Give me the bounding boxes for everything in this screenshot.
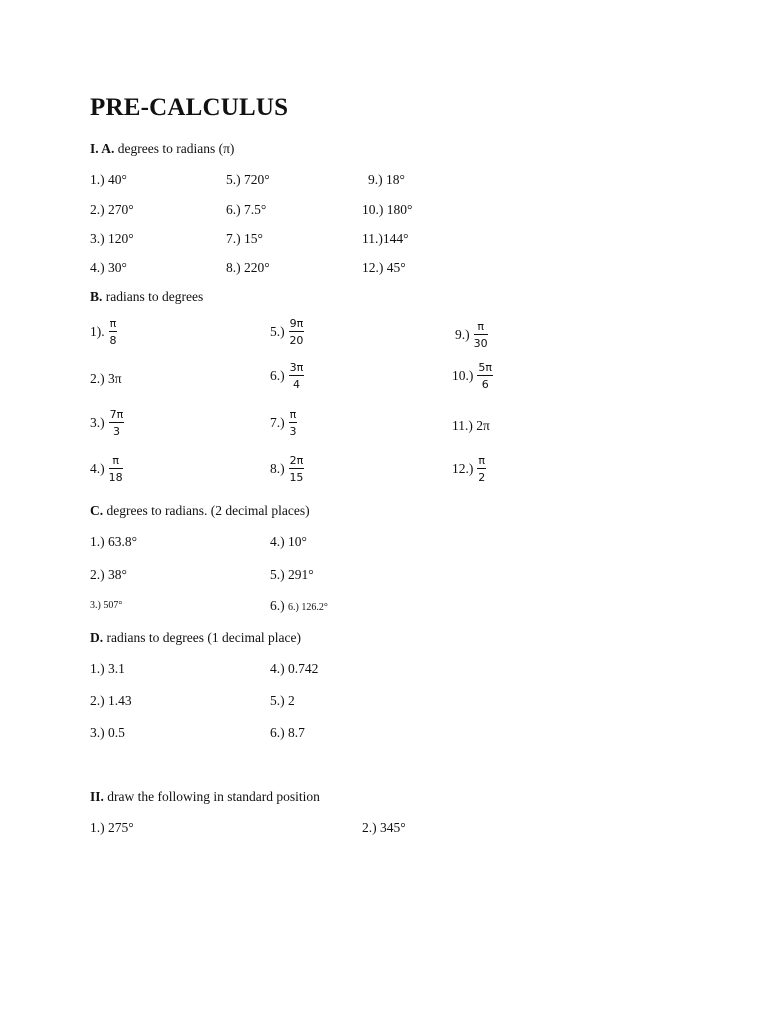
fraction-denominator: 8: [109, 334, 117, 347]
fraction: [109, 318, 118, 346]
section-d-text: radians to degrees (1 decimal place): [103, 630, 302, 645]
fraction: [289, 318, 305, 346]
ia-item-4: 4.) 30°: [90, 260, 127, 275]
fraction: [289, 455, 305, 483]
fraction: [109, 455, 123, 483]
ia-item-8: 8.) 220°: [226, 260, 270, 275]
b-item-6: [270, 362, 304, 390]
b-item-number: 4.): [90, 461, 105, 476]
b-item-3: [90, 409, 124, 437]
b-item-number: 11.): [452, 418, 473, 433]
section-ii-heading: [90, 789, 320, 805]
section-ia-label: I. A.: [90, 141, 115, 156]
fraction-numerator: 2π: [289, 454, 304, 467]
b-item-12: [452, 455, 486, 483]
section-b-text: radians to degrees: [102, 289, 204, 304]
ia-item-12: 12.) 45°: [362, 260, 406, 275]
b-item-number: 7.): [270, 415, 285, 430]
b-item-number: 3.): [90, 415, 105, 430]
c-item-3: 3.) 507°: [90, 600, 123, 611]
b-item-4: [90, 455, 123, 483]
b-item-number: 5.): [270, 324, 285, 339]
c-item-4: 4.) 10°: [270, 534, 307, 549]
c-item-5: 5.) 291°: [270, 567, 314, 582]
c-item-6-number: 6.): [270, 598, 288, 613]
section-b-label: B.: [90, 289, 103, 304]
fraction: [477, 362, 493, 390]
fraction: [477, 455, 486, 483]
fraction: [474, 321, 488, 349]
d-item-3: 3.) 0.5: [90, 725, 125, 740]
b-item-11: [452, 418, 490, 434]
section-ii-label: II.: [90, 789, 104, 804]
d-item-6: 6.) 8.7: [270, 725, 305, 740]
ia-item-2: 2.) 270°: [90, 202, 134, 217]
fraction-denominator: 4: [292, 378, 300, 391]
c-item-1: 1.) 63.8°: [90, 534, 138, 549]
b-item-value: 3π: [104, 371, 122, 386]
d-item-4: 4.) 0.742: [270, 661, 319, 676]
ia-item-5: 5.) 720°: [226, 172, 270, 187]
fraction: [289, 409, 298, 437]
d-item-2: 2.) 1.43: [90, 693, 132, 708]
ia-item-6: 6.) 7.5°: [226, 202, 267, 217]
b-item-number: 9.): [455, 327, 470, 342]
section-c-label: C.: [90, 503, 104, 518]
fraction-numerator: 9π: [289, 317, 304, 330]
b-item-9: [455, 321, 488, 349]
ia-item-10: 10.) 180°: [362, 202, 413, 217]
fraction-denominator: 3: [289, 425, 297, 438]
b-item-number: 6.): [270, 368, 285, 383]
b-item-number: 1).: [90, 324, 105, 339]
section-ia-text: degrees to radians (π): [114, 141, 235, 156]
fraction-denominator: 3: [112, 425, 120, 438]
b-item-number: 12.): [452, 461, 474, 476]
section-b-heading: [90, 289, 203, 305]
fraction-numerator: π: [478, 454, 485, 467]
b-item-5: [270, 318, 304, 346]
ia-item-3: 3.) 120°: [90, 231, 134, 246]
fraction-numerator: 3π: [289, 361, 304, 374]
fraction-denominator: 6: [481, 378, 489, 391]
ii-item-1: 1.) 275°: [90, 820, 134, 835]
ia-item-9: 9.) 18°: [368, 172, 405, 187]
b-item-8: [270, 455, 304, 483]
fraction-denominator: 2: [478, 471, 486, 484]
b-item-number: 2.): [90, 371, 105, 386]
fraction: [109, 409, 125, 437]
fraction-denominator: 20: [289, 334, 304, 347]
fraction-denominator: 30: [473, 337, 488, 350]
fraction-numerator: π: [109, 317, 117, 330]
b-item-number: 10.): [452, 368, 474, 383]
section-c-text: degrees to radians. (2 decimal places): [103, 503, 310, 518]
fraction-denominator: 15: [289, 471, 304, 484]
c-item-6: [270, 598, 328, 614]
ii-item-2: 2.) 345°: [362, 820, 406, 835]
b-item-7: [270, 409, 297, 437]
ia-item-11: 11.)144°: [362, 231, 409, 246]
b-item-2: [90, 371, 122, 387]
fraction: [289, 362, 305, 390]
d-item-1: 1.) 3.1: [90, 661, 125, 676]
fraction-numerator: 5π: [478, 361, 492, 374]
section-ii-text: draw the following in standard position: [103, 789, 320, 804]
b-item-10: [452, 362, 493, 390]
page-title: PRE-CALCULUS: [90, 94, 289, 121]
b-item-1: [90, 318, 117, 346]
section-c-heading: [90, 503, 310, 519]
ia-item-7: 7.) 15°: [226, 231, 263, 246]
fraction-numerator: π: [477, 320, 484, 333]
section-d-label: D.: [90, 630, 104, 645]
ia-item-1: 1.) 40°: [90, 172, 127, 187]
section-d-heading: [90, 630, 301, 646]
fraction-numerator: π: [112, 454, 119, 467]
b-item-number: 8.): [270, 461, 285, 476]
c-item-6-value: 6.) 126.2°: [288, 602, 328, 613]
c-item-2: 2.) 38°: [90, 567, 127, 582]
section-ia-heading: [90, 141, 234, 157]
fraction-denominator: 18: [108, 471, 123, 484]
d-item-5: 5.) 2: [270, 693, 295, 708]
fraction-numerator: 7π: [109, 408, 124, 421]
fraction-numerator: π: [289, 408, 297, 421]
b-item-value: 2π: [472, 418, 490, 433]
